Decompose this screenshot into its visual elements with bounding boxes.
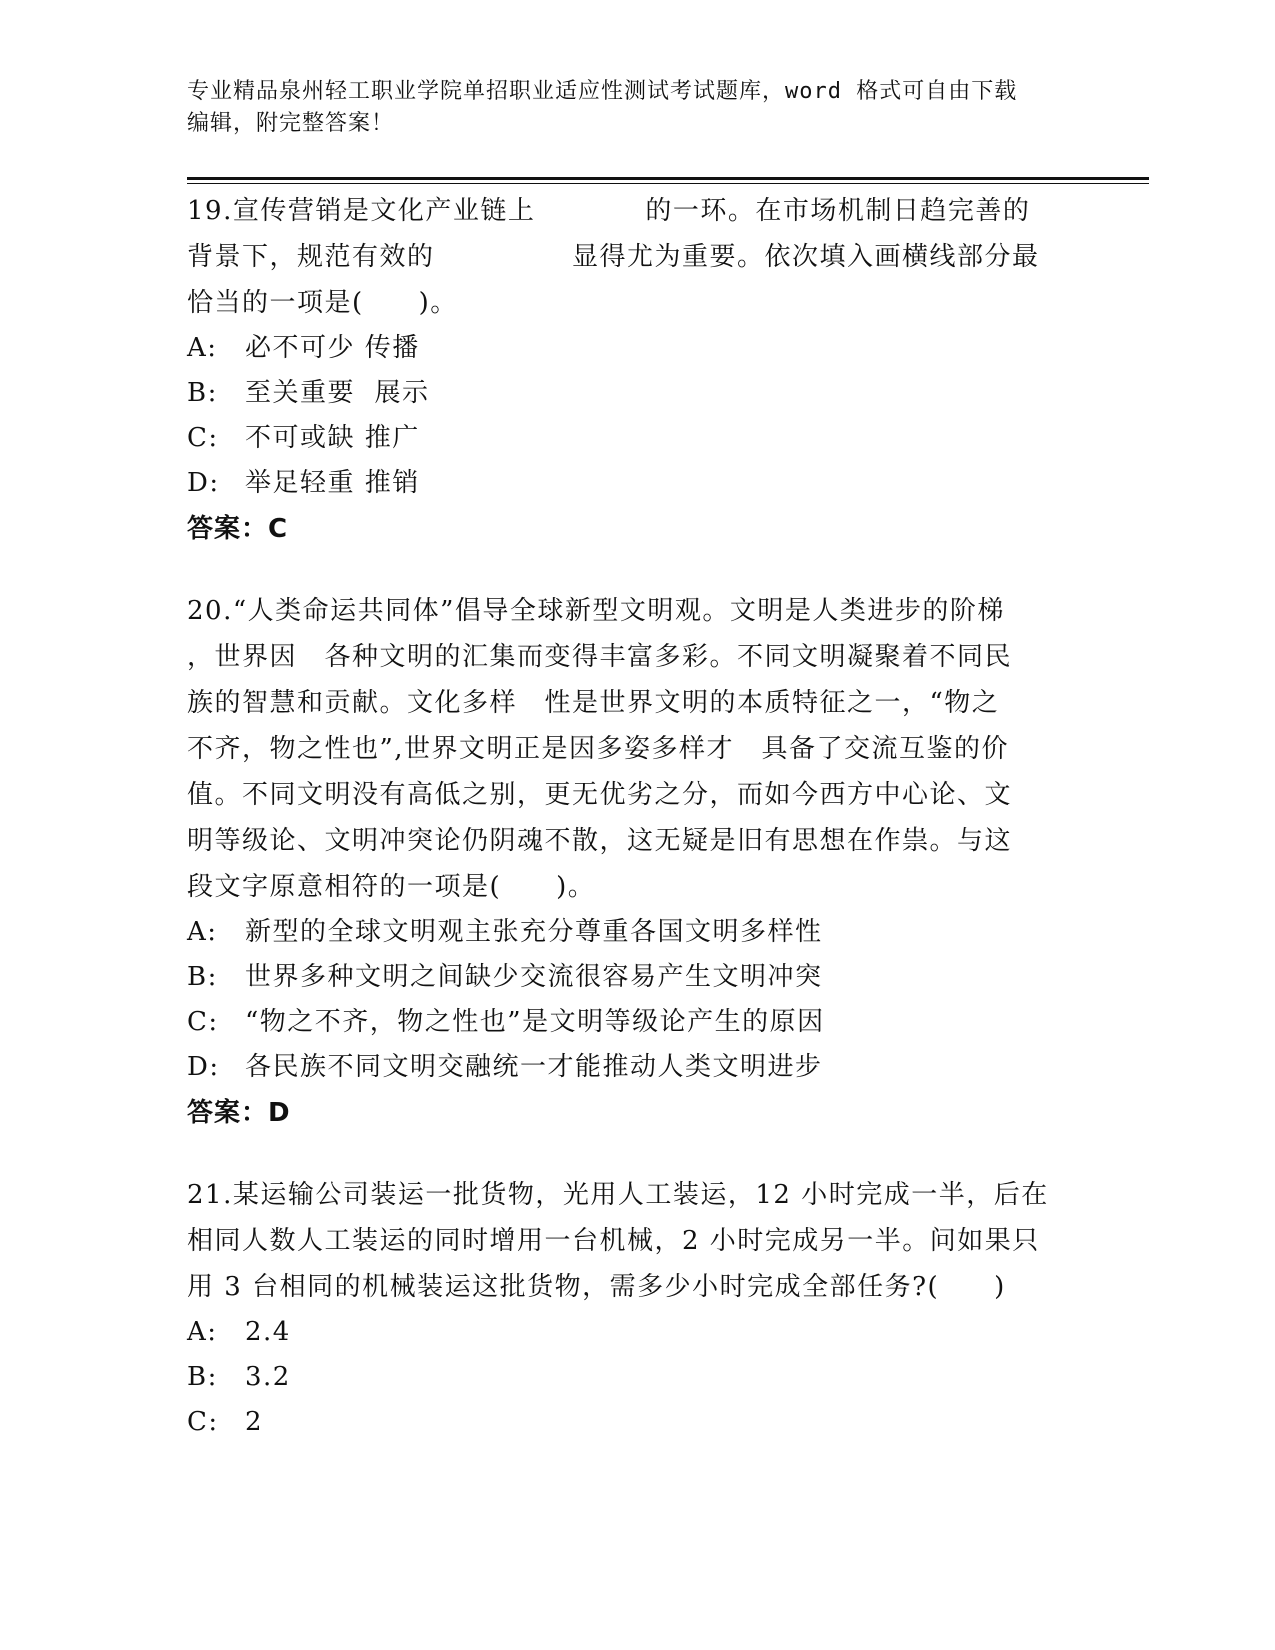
- option-letter: B:: [187, 962, 218, 992]
- option-letter: B:: [187, 1362, 218, 1392]
- question-21: [187, 1172, 1087, 1445]
- stem-line: 相同人数人工装运的同时增用一台机械，2 小时完成另一半。问如果只: [187, 1226, 1040, 1256]
- stem-line: 明等级论、文明冲突论仍阴魂不散，这无疑是旧有思想在作祟。与这: [187, 826, 1013, 856]
- option-d: [187, 1045, 1087, 1090]
- option-list: [187, 910, 1087, 1090]
- option-a: [187, 326, 1087, 371]
- stem-line: 不齐，物之性也”,世界文明正是因多姿多样才 具备了交流互鉴的价: [187, 734, 1010, 764]
- option-text: 3.2: [245, 1362, 291, 1392]
- option-a: [187, 910, 1087, 955]
- option-c: [187, 416, 1087, 461]
- option-letter: A:: [187, 917, 218, 947]
- option-letter: C:: [187, 423, 219, 453]
- option-text: 举足轻重 推销: [245, 468, 420, 498]
- stem-line: 21.某运输公司装运一批货物，光用人工装运，12 小时完成一半，后在: [187, 1180, 1049, 1210]
- stem-line: 20.“人类命运共同体”倡导全球新型文明观。文明是人类进步的阶梯: [187, 596, 1005, 626]
- option-text: 2: [245, 1407, 264, 1437]
- option-a: [187, 1310, 1087, 1355]
- option-text: 至关重要 展示: [245, 378, 430, 408]
- option-text: 新型的全球文明观主张充分尊重各国文明多样性: [245, 917, 823, 947]
- page-header: [187, 76, 1087, 140]
- option-letter: A:: [187, 1317, 218, 1347]
- option-d: [187, 461, 1087, 506]
- stem-line: ，世界因 各种文明的汇集而变得丰富多彩。不同文明凝聚着不同民: [187, 642, 1013, 672]
- question-20: [187, 588, 1087, 1136]
- option-b: [187, 955, 1087, 1000]
- stem-line: 背景下，规范有效的 显得尤为重要。依次填入画横线部分最: [187, 242, 1040, 272]
- question-stem: [187, 1172, 1087, 1310]
- question-19: [187, 188, 1087, 552]
- header-line-2: 编辑，附完整答案！: [187, 111, 395, 136]
- option-text: “物之不齐，物之性也”是文明等级论产生的原因: [245, 1007, 825, 1037]
- stem-line: 族的智慧和贡献。文化多样 性是世界文明的本质特征之一，“物之: [187, 688, 1000, 718]
- option-text: 必不可少 传播: [245, 333, 420, 363]
- header-rule-thick: [187, 177, 1149, 180]
- stem-line: 用 3 台相同的机械装运这批货物，需多少小时完成全部任务?( ): [187, 1272, 1006, 1302]
- option-text: 不可或缺 推广: [245, 423, 420, 453]
- question-stem: [187, 588, 1087, 910]
- header-rule-thin: [187, 183, 1149, 184]
- option-letter: A:: [187, 333, 218, 363]
- option-c: [187, 1400, 1087, 1445]
- option-b: [187, 371, 1087, 416]
- option-text: 世界多种文明之间缺少交流很容易产生文明冲突: [245, 962, 823, 992]
- option-text: 2.4: [245, 1317, 291, 1347]
- option-letter: D:: [187, 468, 220, 498]
- option-letter: C:: [187, 1007, 219, 1037]
- answer-text: 答案：D: [187, 1098, 291, 1128]
- option-c: [187, 1000, 1087, 1045]
- stem-line: 恰当的一项是( )。: [187, 288, 458, 318]
- stem-line: 值。不同文明没有高低之别，更无优劣之分，而如今西方中心论、文: [187, 780, 1013, 810]
- stem-line: 段文字原意相符的一项是( )。: [187, 872, 596, 902]
- header-line-1: 专业精品泉州轻工职业学院单招职业适应性测试考试题库，word 格式可自由下载: [187, 79, 1018, 104]
- option-list: [187, 326, 1087, 506]
- option-letter: B:: [187, 378, 218, 408]
- question-list: [187, 188, 1087, 1481]
- option-list: [187, 1310, 1087, 1445]
- option-text: 各民族不同文明交融统一才能推动人类文明进步: [245, 1052, 823, 1082]
- option-letter: C:: [187, 1407, 219, 1437]
- option-letter: D:: [187, 1052, 220, 1082]
- stem-line: 19.宣传营销是文化产业链上 的一环。在市场机制日趋完善的: [187, 196, 1031, 226]
- question-stem: [187, 188, 1087, 326]
- answer-text: 答案：C: [187, 514, 289, 544]
- option-b: [187, 1355, 1087, 1400]
